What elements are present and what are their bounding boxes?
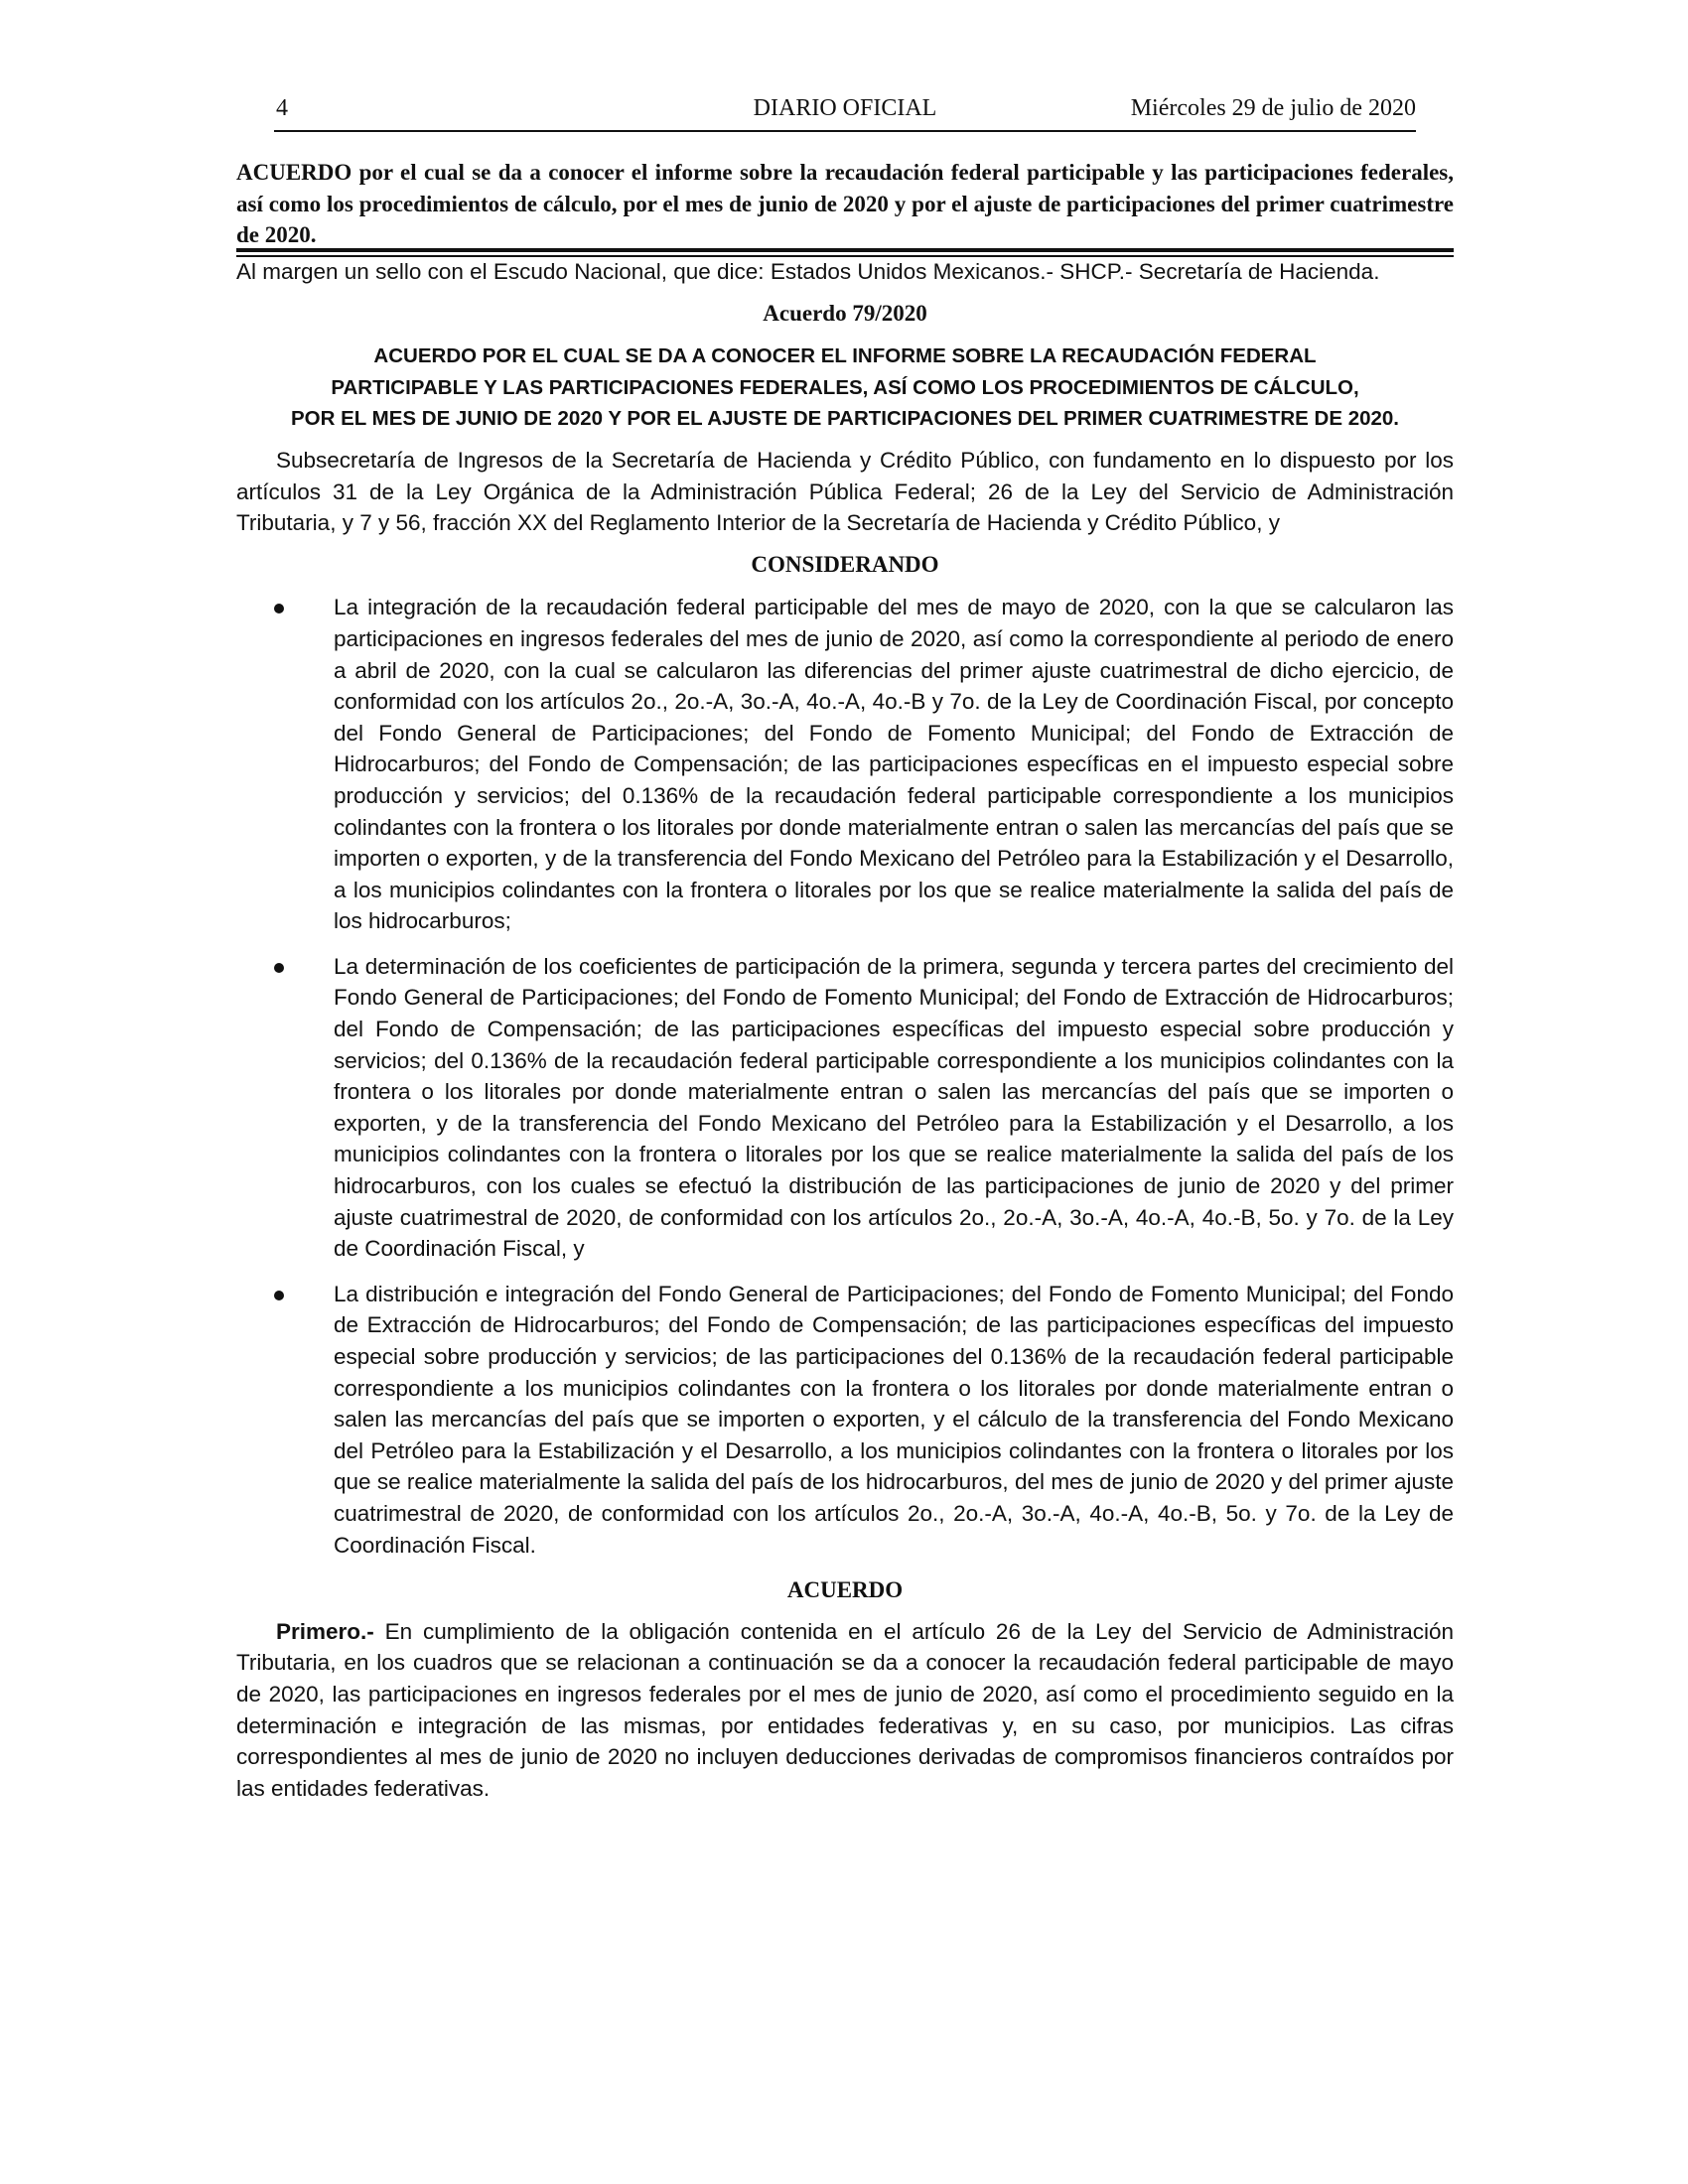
header-rule <box>274 130 1416 132</box>
list-item <box>236 951 1454 1265</box>
summary-rule-thick <box>236 248 1454 252</box>
page-header <box>274 95 1416 131</box>
primero-paragraph <box>236 1616 1454 1805</box>
list-item <box>236 592 1454 937</box>
bullet-icon <box>274 963 284 973</box>
list-item-text: La determinación de los coeficientes de participación de la primera, segunda y tercera partes del crecimiento del Fondo General de Participaciones; del Fondo de Fomento Municipal; del Fondo de Extracción de Hidrocarburos; del Fondo de Compensación; de las participaciones específicas del impuesto especial sobre producción y servicios; del 0.136% de la recaudación federal participable correspondiente a los municipios colindantes con la frontera o los litorales por donde materialmente entran o salen las mercancías del país que se importen o exporten, y de la transferencia del Fondo Mexicano del Petróleo para la Estabilización y el Desarrollo, a los municipios colindantes con la frontera o litorales por los que se realice materialmente la salida del país de los hidrocarburos, con los cuales se efectuó la distribución de las participaciones de junio de 2020 y del primer ajuste cuatrimestral de 2020, de conformidad con los artículos 2o., 2o.-A, 3o.-A, 4o.-A, 4o.-B, 5o. y 7o. de la Ley de Coordinación Fiscal, y <box>334 953 1454 1262</box>
page-number: 4 <box>276 95 288 121</box>
list-item-text: La distribución e integración del Fondo General de Participaciones; del Fondo de Fomento Municipal; del Fondo de Extracción de Hidrocarburos; del Fondo de Compensación; de las participaciones específicas del impuesto especial sobre producción y servicios; de las participaciones del 0.136% de la recaudación federal participable correspondiente a los municipios colindantes con la frontera o los litorales por donde materialmente entran o salen las mercancías del país que se importen o exporten, y el cálculo de la transferencia del Fondo Mexicano del Petróleo para la Estabilización y el Desarrollo, a los municipios colindantes con la frontera o litorales por los que se realice materialmente la salida del país de los hidrocarburos, del mes de junio de 2020 y del primer ajuste cuatrimestral de 2020, de conformidad con los artículos 2o., 2o.-A, 3o.-A, 4o.-A, 4o.-B, 5o. y 7o. de la Ley de Coordinación Fiscal. <box>334 1281 1454 1558</box>
issue-date: Miércoles 29 de julio de 2020 <box>1130 95 1416 121</box>
acuerdo-heading: ACUERDO <box>786 1577 904 1603</box>
summary-title: ACUERDO por el cual se da a conocer el informe sobre la recaudación federal participable y las participaciones federales, así como los procedimientos de cálculo, por el mes de junio de 2020 y por el ajuste de participaciones del primer cuatrimestre de 2020. <box>236 160 1454 247</box>
list-item-text: La integración de la recaudación federal participable del mes de mayo de 2020, con la que se calcularon las participaciones en ingresos federales del mes de junio de 2020, así como la correspondiente al periodo de enero a abril de 2020, con la cual se calcularon las diferencias del primer ajuste cuatrimestral de dicho ejercicio, de conformidad con los artículos 2o., 2o.-A, 3o.-A, 4o.-A, 4o.-B y 7o. de la Ley de Coordinación Fiscal, por concepto del Fondo General de Participaciones; del Fondo de Fomento Municipal; del Fondo de Extracción de Hidrocarburos; del Fondo de Compensación; de las participaciones específicas en el impuesto especial sobre producción y servicios; del 0.136% de la recaudación federal participable correspondiente a los municipios colindantes con la frontera o los litorales por donde materialmente entran o salen las mercancías del país que se importen o exporten, y de la transferencia del Fondo Mexicano del Petróleo para la Estabilización y el Desarrollo, a los municipios colindantes con la frontera o litorales por los que se realice materialmente la salida del país de los hidrocarburos; <box>334 595 1454 934</box>
seal-note: Al margen un sello con el Escudo Nacional, que dice: Estados Unidos Mexicanos.- SHCP.- Secretaría de Hacienda. <box>236 259 1380 284</box>
list-item <box>236 1279 1454 1561</box>
primero-text: En cumplimiento de la obligación contenida en el artículo 26 de la Ley del Servicio de Administración Tributaria, en los cuadros que se relacionan a continuación se da a conocer la recaudación federal participable de mayo de 2020, las participaciones en ingresos federales por el mes de junio de 2020, así como el procedimiento seguido en la determinación e integración de las mismas, por entidades federativas y, en su caso, por municipios. Las cifras correspondientes al mes de junio de 2020 no incluyen deducciones derivadas de compromisos financieros contraídos por las entidades federativas. <box>236 1618 1454 1801</box>
caps-title-line: POR EL MES DE JUNIO DE 2020 Y POR EL AJUSTE DE PARTICIPACIONES DEL PRIMER CUATRIMESTRE DE 2020. <box>291 407 1399 431</box>
caps-title-line: PARTICIPABLE Y LAS PARTICIPACIONES FEDERALES, ASÍ COMO LOS PROCEDIMIENTOS DE CÁLCULO, <box>331 375 1359 399</box>
subsecretaria-paragraph: Subsecretaría de Ingresos de la Secretaría de Hacienda y Crédito Público, con fundamento en lo dispuesto por los artículos 31 de la Ley Orgánica de la Administración Pública Federal; 26 de la Ley del Servicio de Administración Tributaria, y 7 y 56, fracción XX del Reglamento Interior de la Secretaría de Hacienda y Crédito Público, y <box>236 447 1454 536</box>
bullet-icon <box>274 604 284 614</box>
caps-title <box>236 341 1454 435</box>
document-body <box>236 256 1454 1804</box>
agreement-number: Acuerdo 79/2020 <box>763 300 927 326</box>
primero-label: Primero.- <box>276 1618 374 1644</box>
considerando-list <box>236 592 1454 1561</box>
caps-title-line: ACUERDO POR EL CUAL SE DA A CONOCER EL INFORME SOBRE LA RECAUDACIÓN FEDERAL <box>373 344 1317 368</box>
bullet-icon <box>274 1291 284 1300</box>
journal-name: DIARIO OFICIAL <box>753 95 937 121</box>
considerando-heading: CONSIDERANDO <box>751 551 939 577</box>
